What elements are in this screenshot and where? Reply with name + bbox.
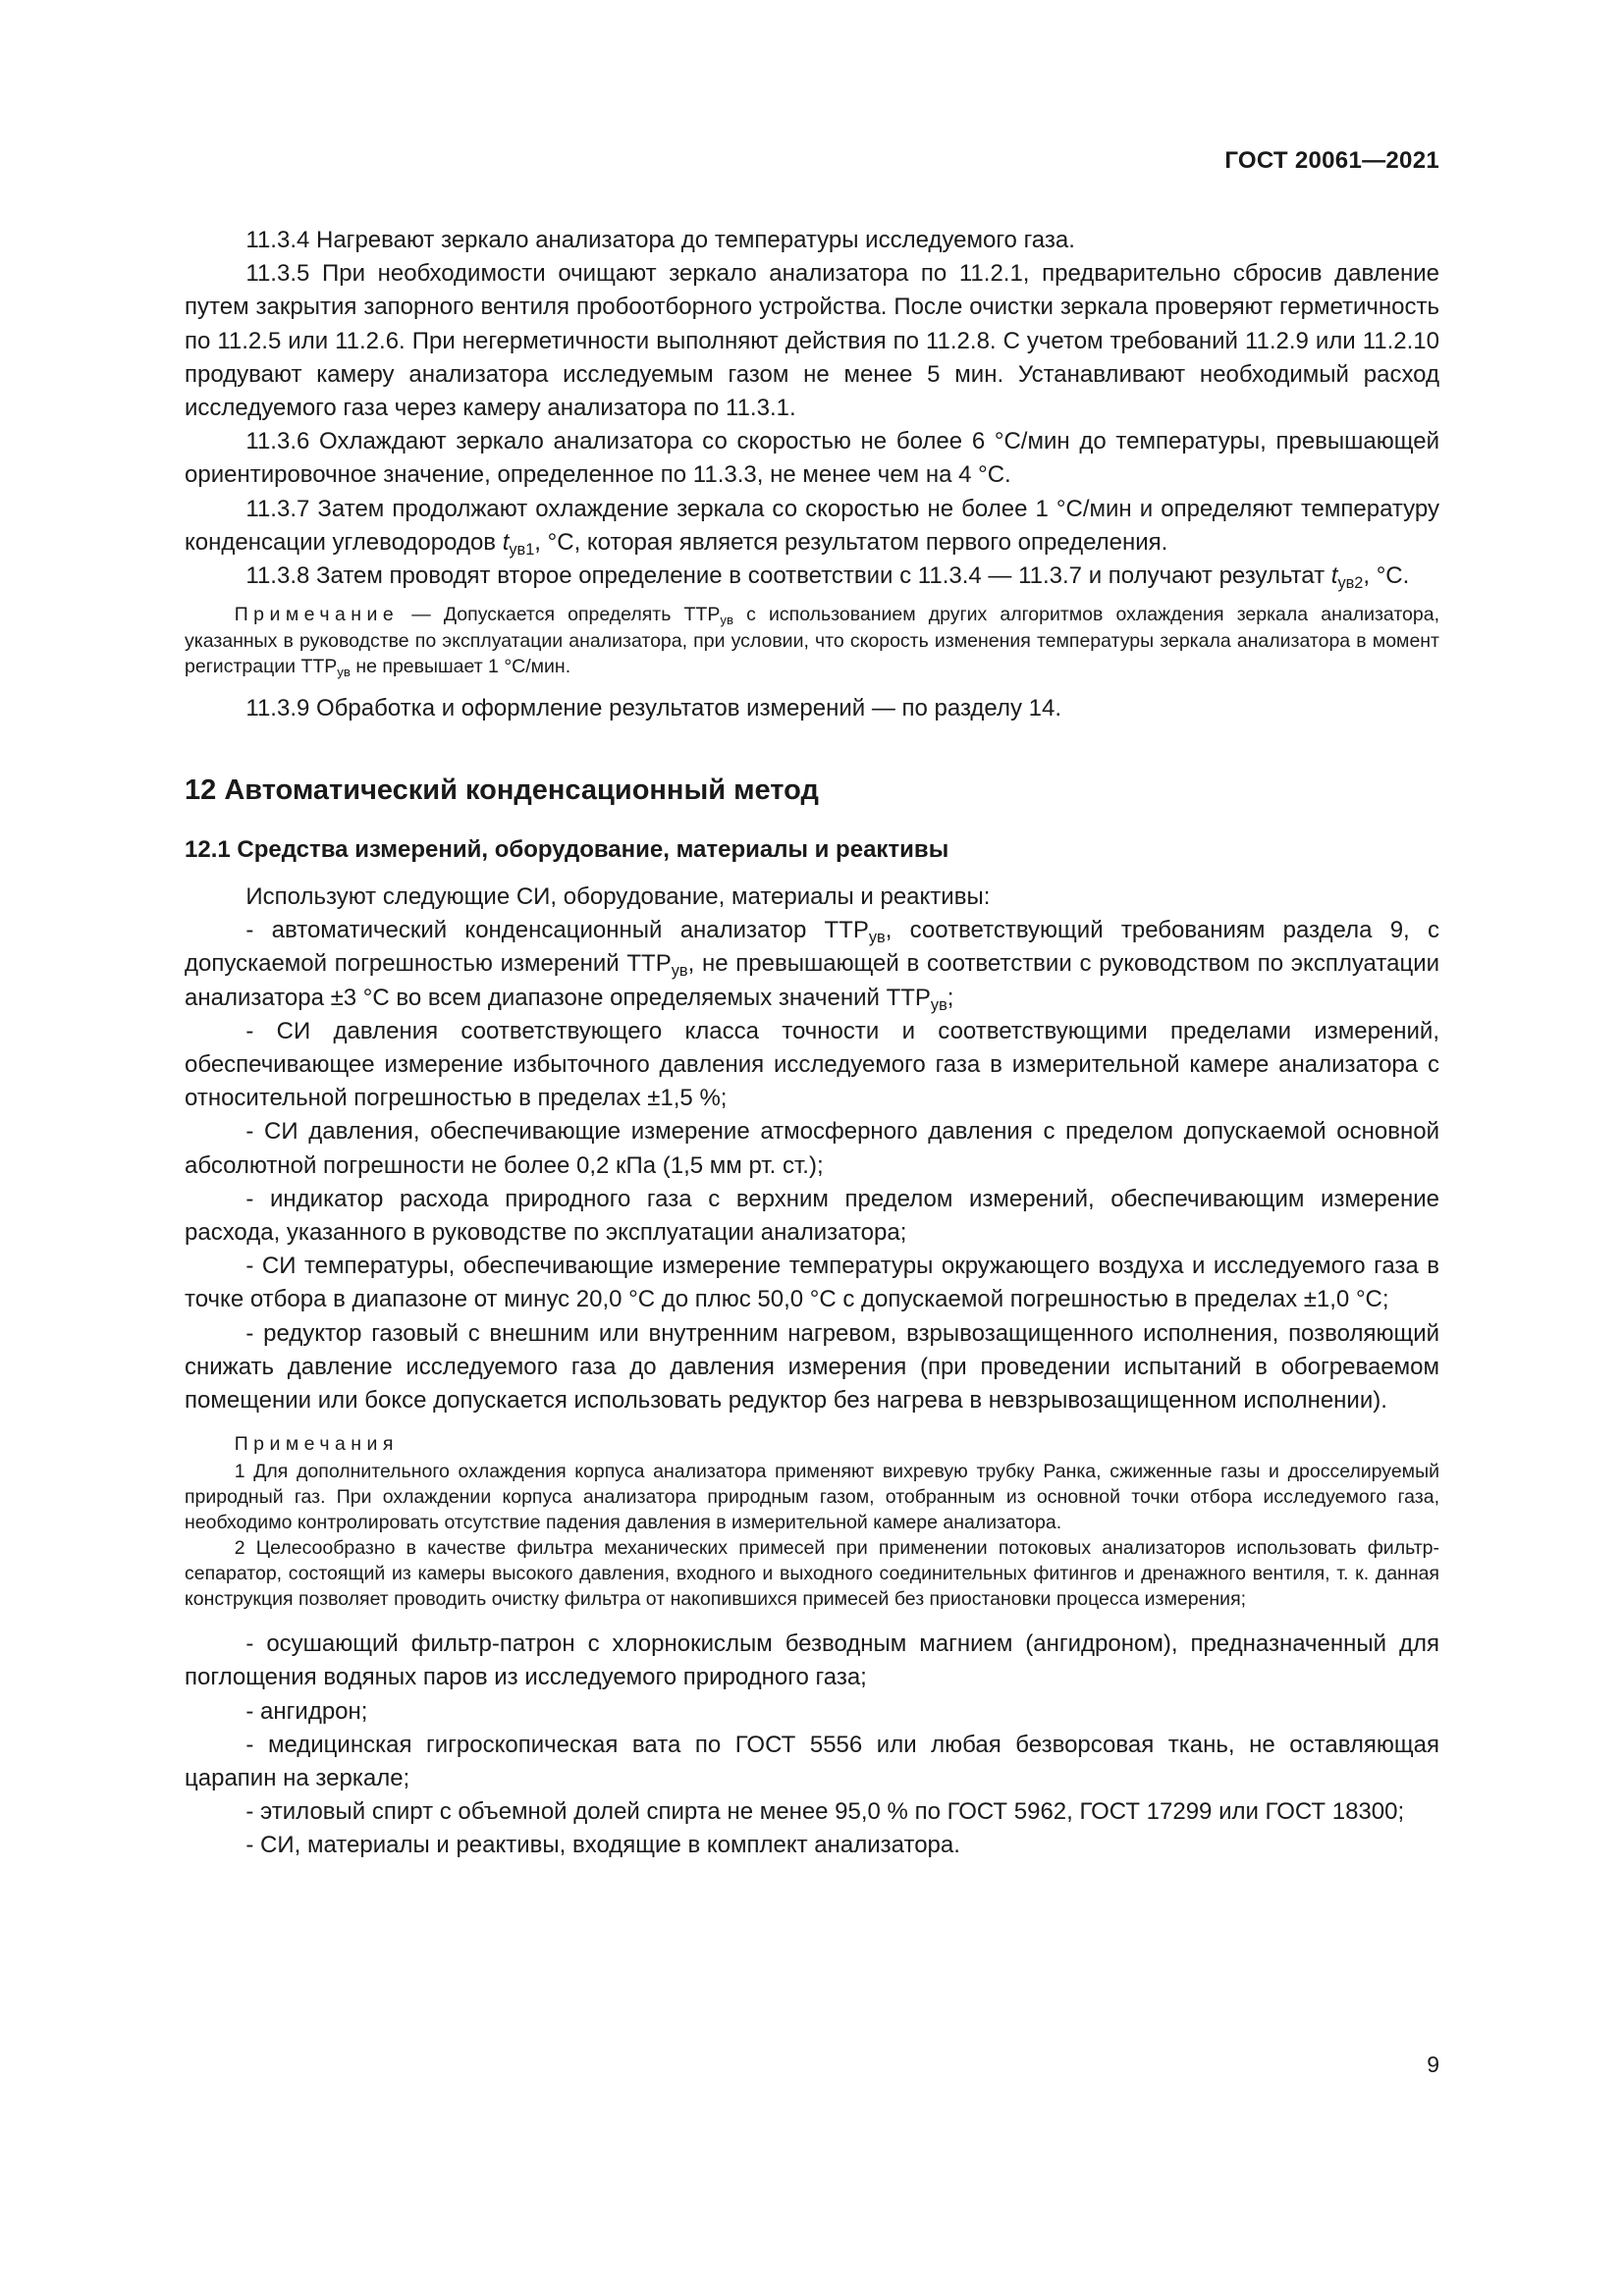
paragraph-11-3-9: 11.3.9 Обработка и оформление результатов измерений — по разделу 14. [245,694,1062,721]
note-block: Примечание — Допускается определять $ТТР_{ув}$ с использованием других алгоритмов охлаждения зеркала анализатора, указанных в руководстве по эксплуатации анализатора, при условии, что скорость изменения температуры зеркала анализатора в момент регистрации $ТТР_{ув}$ не превышает 1 °С/мин. [185,604,1439,680]
section-12-title: 12 Автоматический конденсационный метод [185,774,819,806]
list-item: - индикатор расхода природного газа с верхним пределом измерений, обеспечивающим измерение расхода, указанного в руководстве по эксплуатации анализатора; [185,1185,1439,1246]
list-item: - медицинская гигроскопическая вата по ГОСТ 5556 или любая безворсовая ткань, не оставляющая царапин на зеркале; [185,1731,1439,1791]
list-item-analyzer: - автоматический конденсационный анализатор $ТТР_{ув}$, соответствующий требованиям раздела 9, с допускаемой погрешностью измерений $ТТР_{ув}$, не превышающей в соответствии с руководством по эксплуатации анализатора ±3 °С во всем диапазоне определяемых значений $ТТР_{ув}$; [185,917,1440,1014]
paragraph-11-3-7: 11.3.7 Затем продолжают охлаждение зеркала со скоростью не более 1 °С/мин и определяют температуру конденсации углеводородов $t_{ув1}$, °С, которая является результатом первого определения. [185,495,1439,560]
list-item: - этиловый спирт с объемной долей спирта не менее 95,0 % по ГОСТ 5962, ГОСТ 17299 или ГОСТ 18300; [245,1798,1405,1826]
list-item: - редуктор газовый с внешним или внутренним нагревом, взрывозащищенного исполнения, позволяющий снижать давление исследуемого газа до давления измерения (при проведении испытаний в обогреваемом помещении или боксе допускается использовать редуктор без нагрева в невзрывозащищенном исполнении). [185,1319,1439,1414]
document-header: ГОСТ 20061—2021 [1224,147,1439,174]
note-item: 2 Целесообразно в качестве фильтра механических примесей при применении потоковых анализаторов использовать фильтр-сепаратор, состоящий из камеры высокого давления, входного и выходного соединительных фитингов и дренажного вентиля, т. к. данная конструкция позволяет проводить очистку фильтра от накопившихся примесей без приостановки процесса измерения; [185,1537,1439,1611]
paragraph-11-3-5: 11.3.5 При необходимости очищают зеркало анализатора по 11.2.1, предварительно сбросив давление путем закрытия запорного вентиля пробоотборного устройства. После очистки зеркала проверяют герметичность по 11.2.5 или 11.2.6. При негерметичности выполняют действия по 11.2.8. С учетом требований 11.2.9 или 11.2.10 продувают камеру анализатора исследуемым газом не менее 5 мин. Устанавливают необходимый расход исследуемого газа через камеру анализатора по 11.3.1. [185,260,1439,422]
list-item: - СИ, материалы и реактивы, входящие в комплект анализатора. [245,1832,960,1859]
notes-title: Примечания [234,1433,399,1456]
paragraph-11-3-4: 11.3.4 Нагревают зеркало анализатора до температуры исследуемого газа. [245,227,1075,253]
list-item: - СИ давления соответствующего класса точности и соответствующими пределами измерений, обеспечивающее измерение избыточного давления исследуемого газа в измерительной камере анализатора с относительной погрешностью в пределах ±1,5 %; [185,1017,1439,1112]
list-item: - ангидрон; [245,1697,368,1725]
note-label: Примечание [234,604,400,626]
paragraph-11-3-6: 11.3.6 Охлаждают зеркало анализатора со скоростью не более 6 °С/мин до температуры, превышающей ориентировочное значение, определенное по 11.3.3, не менее чем на 4 °С. [185,428,1439,489]
page-content [185,224,1439,1863]
intro-paragraph: Используют следующие СИ, оборудование, материалы и реактивы: [245,882,991,910]
note-item: 1 Для дополнительного охлаждения корпуса анализатора применяют вихревую трубку Ранка, сжиженные газы и дросселируемый природный газ. При охлаждении корпуса анализатора природным газом, отобранным из основной точки отбора исследуемого газа, необходимо контролировать отсутствие падения давления в измерительной камере анализатора. [185,1461,1439,1534]
paragraph-11-3-8: 11.3.8 Затем проводят второе определение в соответствии с 11.3.4 — 11.3.7 и получают результат $t_{ув2}$, °С. [245,562,1410,593]
page-number: 9 [1427,2052,1439,2077]
list-item: - осушающий фильтр-патрон с хлорнокислым безводным магнием (ангидроном), предназначенный для поглощения водяных паров из исследуемого природного газа; [185,1630,1439,1691]
list-item: - СИ температуры, обеспечивающие измерение температуры окружающего воздуха и исследуемого газа в точке отбора в диапазоне от минус 20,0 °С до плюс 50,0 °С с допускаемой погрешностью в пределах ±1,0 °С; [185,1253,1439,1313]
subsection-12-1-title: 12.1 Средства измерений, оборудование, материалы и реактивы [185,835,949,863]
notes-block [185,1431,1439,1612]
list-item: - СИ давления, обеспечивающие измерение атмосферного давления с пределом допускаемой основной абсолютной погрешности не более 0,2 кПа (1,5 мм рт. ст.); [185,1118,1439,1179]
